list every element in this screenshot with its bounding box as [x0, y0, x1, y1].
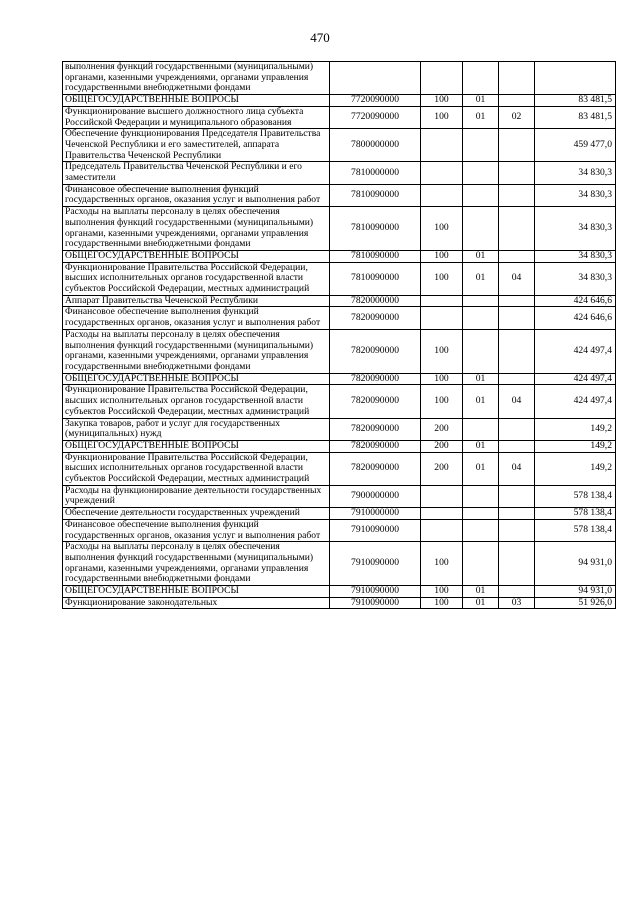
cell-subsection — [499, 329, 535, 373]
cell-amount: 578 138,4 — [535, 485, 616, 507]
table-body — [63, 62, 616, 609]
cell-name: ОБЩЕГОСУДАРСТВЕННЫЕ ВОПРОСЫ — [63, 440, 330, 452]
cell-subsection — [499, 373, 535, 385]
cell-subsection — [499, 162, 535, 184]
cell-target-article: 7810090000 — [330, 262, 421, 295]
cell-section — [463, 62, 499, 95]
cell-name: Функционирование Правительства Российской Федерации, высших исполнительных органов государственной власти субъектов Российской Федерации, местных администраций — [63, 262, 330, 295]
cell-target-article: 7910090000 — [330, 586, 421, 598]
cell-amount: 83 481,5 — [535, 106, 616, 128]
cell-amount: 34 830,3 — [535, 162, 616, 184]
cell-name: Функционирование Правительства Российской Федерации, высших исполнительных органов государственной власти субъектов Российской Федерации, местных администраций — [63, 452, 330, 485]
cell-amount: 459 477,0 — [535, 129, 616, 162]
cell-subsection — [499, 307, 535, 329]
cell-expense-type — [421, 184, 463, 206]
cell-subsection: 02 — [499, 106, 535, 128]
cell-expense-type: 200 — [421, 440, 463, 452]
cell-name: Закупка товаров, работ и услуг для государственных (муниципальных) нужд — [63, 418, 330, 440]
cell-section: 01 — [463, 452, 499, 485]
cell-expense-type — [421, 519, 463, 541]
cell-section: 01 — [463, 440, 499, 452]
cell-amount: 424 646,6 — [535, 295, 616, 307]
cell-amount: 51 926,0 — [535, 597, 616, 609]
cell-amount: 578 138,4 — [535, 519, 616, 541]
cell-amount: 34 830,3 — [535, 250, 616, 262]
cell-expense-type — [421, 129, 463, 162]
cell-name: Финансовое обеспечение выполнения функций государственных органов, оказания услуг и выполнения работ — [63, 307, 330, 329]
cell-amount: 424 646,6 — [535, 307, 616, 329]
cell-section — [463, 184, 499, 206]
cell-name: Расходы на выплаты персоналу в целях обеспечения выполнения функций государственными (муниципальными) органами, казенными учреждениями, органами управления государственными внебюджетными фондами — [63, 542, 330, 586]
cell-section: 01 — [463, 586, 499, 598]
cell-amount: 149,2 — [535, 418, 616, 440]
table-row — [63, 129, 616, 162]
cell-expense-type — [421, 307, 463, 329]
cell-name: выполнения функций государственными (муниципальными) органами, казенными учреждениями, органами управления государственными внебюджетными фондами — [63, 62, 330, 95]
cell-expense-type — [421, 508, 463, 520]
cell-name: ОБЩЕГОСУДАРСТВЕННЫЕ ВОПРОСЫ — [63, 586, 330, 598]
cell-target-article: 7810090000 — [330, 184, 421, 206]
cell-section: 01 — [463, 250, 499, 262]
cell-target-article: 7810090000 — [330, 250, 421, 262]
cell-section: 01 — [463, 95, 499, 107]
cell-amount: 424 497,4 — [535, 373, 616, 385]
cell-name: Функционирование высшего должностного лица субъекта Российской Федерации и муниципального образования — [63, 106, 330, 128]
cell-section — [463, 508, 499, 520]
cell-target-article: 7820090000 — [330, 385, 421, 418]
cell-subsection — [499, 95, 535, 107]
cell-section: 01 — [463, 373, 499, 385]
cell-name: Расходы на функционирование деятельности государственных учреждений — [63, 485, 330, 507]
cell-section — [463, 207, 499, 251]
table-row — [63, 586, 616, 598]
cell-target-article: 7810000000 — [330, 162, 421, 184]
cell-amount: 34 830,3 — [535, 262, 616, 295]
cell-section — [463, 295, 499, 307]
cell-expense-type: 100 — [421, 329, 463, 373]
cell-subsection — [499, 508, 535, 520]
page-number: 470 — [310, 30, 330, 45]
cell-section — [463, 129, 499, 162]
table-row — [63, 329, 616, 373]
cell-target-article: 7720090000 — [330, 106, 421, 128]
table-row — [63, 106, 616, 128]
cell-expense-type — [421, 295, 463, 307]
cell-name: Аппарат Правительства Чеченской Республики — [63, 295, 330, 307]
table-row — [63, 307, 616, 329]
cell-section — [463, 329, 499, 373]
cell-subsection — [499, 250, 535, 262]
cell-subsection — [499, 519, 535, 541]
cell-section — [463, 162, 499, 184]
cell-target-article: 7910090000 — [330, 597, 421, 609]
cell-name: Финансовое обеспечение выполнения функций государственных органов, оказания услуг и выполнения работ — [63, 519, 330, 541]
cell-amount: 34 830,3 — [535, 184, 616, 206]
cell-expense-type — [421, 62, 463, 95]
cell-expense-type: 100 — [421, 262, 463, 295]
table-row — [63, 542, 616, 586]
cell-name: Финансовое обеспечение выполнения функций государственных органов, оказания услуг и выполнения работ — [63, 184, 330, 206]
cell-amount: 83 481,5 — [535, 95, 616, 107]
cell-subsection — [499, 440, 535, 452]
cell-target-article: 7820090000 — [330, 418, 421, 440]
table-row — [63, 452, 616, 485]
cell-subsection — [499, 129, 535, 162]
table-row — [63, 250, 616, 262]
cell-expense-type: 100 — [421, 207, 463, 251]
table-row — [63, 373, 616, 385]
cell-section — [463, 307, 499, 329]
cell-subsection — [499, 207, 535, 251]
cell-name: Расходы на выплаты персоналу в целях обеспечения выполнения функций государственными (муниципальными) органами, казенными учреждениями, органами управления государственными внебюджетными фондами — [63, 207, 330, 251]
cell-target-article: 7820090000 — [330, 373, 421, 385]
cell-section — [463, 485, 499, 507]
cell-target-article: 7820090000 — [330, 452, 421, 485]
table-row — [63, 440, 616, 452]
cell-section: 01 — [463, 597, 499, 609]
cell-target-article: 7720090000 — [330, 95, 421, 107]
cell-subsection — [499, 418, 535, 440]
cell-amount: 578 138,4 — [535, 508, 616, 520]
cell-target-article: 7810090000 — [330, 207, 421, 251]
cell-subsection — [499, 184, 535, 206]
cell-section — [463, 418, 499, 440]
budget-table — [62, 61, 616, 609]
cell-name: Функционирование Правительства Российской Федерации, высших исполнительных органов государственной власти субъектов Российской Федерации, местных администраций — [63, 385, 330, 418]
cell-subsection — [499, 295, 535, 307]
cell-expense-type — [421, 485, 463, 507]
table-row — [63, 508, 616, 520]
cell-subsection: 04 — [499, 452, 535, 485]
cell-expense-type: 100 — [421, 597, 463, 609]
cell-target-article: 7910090000 — [330, 519, 421, 541]
cell-amount — [535, 62, 616, 95]
cell-expense-type — [421, 162, 463, 184]
table-row — [63, 295, 616, 307]
cell-amount: 94 931,0 — [535, 586, 616, 598]
cell-name: Функционирование законодательных — [63, 597, 330, 609]
cell-expense-type: 200 — [421, 452, 463, 485]
cell-subsection: 04 — [499, 262, 535, 295]
cell-target-article: 7820090000 — [330, 307, 421, 329]
cell-amount: 149,2 — [535, 452, 616, 485]
cell-section — [463, 519, 499, 541]
cell-section — [463, 542, 499, 586]
cell-section: 01 — [463, 106, 499, 128]
cell-subsection — [499, 586, 535, 598]
table-row — [63, 597, 616, 609]
cell-expense-type: 100 — [421, 542, 463, 586]
table-row — [63, 62, 616, 95]
cell-amount: 149,2 — [535, 440, 616, 452]
cell-subsection — [499, 62, 535, 95]
cell-name: Председатель Правительства Чеченской Республики и его заместители — [63, 162, 330, 184]
cell-name: Обеспечение функционирования Председателя Правительства Чеченской Республики и его заместителей, аппарата Правительства Чеченской Республики — [63, 129, 330, 162]
cell-subsection — [499, 542, 535, 586]
cell-expense-type: 100 — [421, 95, 463, 107]
cell-expense-type: 100 — [421, 106, 463, 128]
cell-name: ОБЩЕГОСУДАРСТВЕННЫЕ ВОПРОСЫ — [63, 373, 330, 385]
cell-name: Обеспечение деятельности государственных учреждений — [63, 508, 330, 520]
cell-target-article: 7900000000 — [330, 485, 421, 507]
cell-expense-type: 100 — [421, 373, 463, 385]
cell-target-article: 7910000000 — [330, 508, 421, 520]
cell-subsection: 04 — [499, 385, 535, 418]
cell-target-article: 7820000000 — [330, 295, 421, 307]
table-row — [63, 95, 616, 107]
cell-amount: 424 497,4 — [535, 385, 616, 418]
table-row — [63, 385, 616, 418]
cell-amount: 94 931,0 — [535, 542, 616, 586]
cell-expense-type: 100 — [421, 250, 463, 262]
cell-name: Расходы на выплаты персоналу в целях обеспечения выполнения функций государственными (муниципальными) органами, казенными учреждениями, органами управления государственными внебюджетными фондами — [63, 329, 330, 373]
cell-name: ОБЩЕГОСУДАРСТВЕННЫЕ ВОПРОСЫ — [63, 95, 330, 107]
cell-subsection — [499, 485, 535, 507]
table-row — [63, 207, 616, 251]
cell-name: ОБЩЕГОСУДАРСТВЕННЫЕ ВОПРОСЫ — [63, 250, 330, 262]
cell-subsection: 03 — [499, 597, 535, 609]
table-row — [63, 418, 616, 440]
cell-target-article: 7820090000 — [330, 329, 421, 373]
cell-expense-type: 100 — [421, 385, 463, 418]
table-row — [63, 519, 616, 541]
table-row — [63, 184, 616, 206]
cell-amount: 34 830,3 — [535, 207, 616, 251]
cell-target-article — [330, 62, 421, 95]
cell-section: 01 — [463, 262, 499, 295]
cell-target-article: 7800000000 — [330, 129, 421, 162]
cell-expense-type: 200 — [421, 418, 463, 440]
table-row — [63, 262, 616, 295]
table-row — [63, 485, 616, 507]
cell-section: 01 — [463, 385, 499, 418]
cell-target-article: 7910090000 — [330, 542, 421, 586]
table-row — [63, 162, 616, 184]
cell-amount: 424 497,4 — [535, 329, 616, 373]
cell-expense-type: 100 — [421, 586, 463, 598]
cell-target-article: 7820090000 — [330, 440, 421, 452]
